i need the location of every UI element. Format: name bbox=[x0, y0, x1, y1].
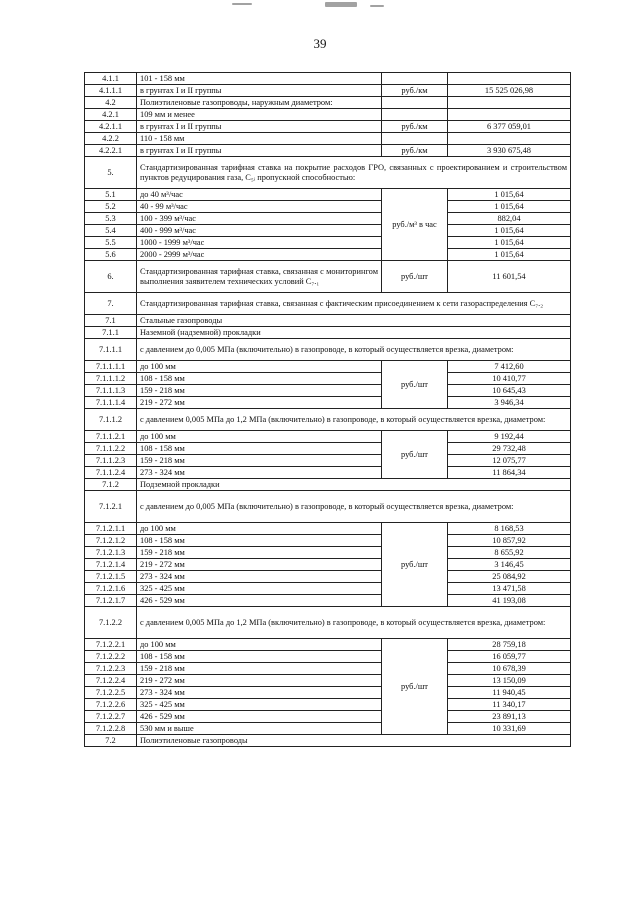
row-description: Стандартизированная тарифная ставка на покрытие расходов ГРО, связанных с проектированием и строительством пунктов редуцирования газа, C₅ᵢ пропускной способностью: bbox=[137, 157, 571, 189]
row-value: 882,04 bbox=[448, 213, 571, 225]
table-row bbox=[85, 431, 571, 443]
table-row bbox=[85, 479, 571, 491]
row-description: 108 - 158 мм bbox=[137, 373, 382, 385]
row-value: 15 525 026,98 bbox=[448, 85, 571, 97]
row-number: 7.1.2.2.3 bbox=[85, 663, 137, 675]
row-value: 3 930 675,48 bbox=[448, 145, 571, 157]
row-description: до 100 мм bbox=[137, 431, 382, 443]
row-number: 7.1.2.1.3 bbox=[85, 547, 137, 559]
row-description: 530 мм и выше bbox=[137, 723, 382, 735]
row-unit: руб./км bbox=[382, 145, 448, 157]
row-unit: руб./км bbox=[382, 85, 448, 97]
row-number: 7.1.2 bbox=[85, 479, 137, 491]
row-number: 5.1 bbox=[85, 189, 137, 201]
table-row bbox=[85, 397, 571, 409]
row-description: 159 - 218 мм bbox=[137, 455, 382, 467]
table-row bbox=[85, 121, 571, 133]
row-description: Полиэтиленовые газопроводы bbox=[137, 735, 571, 747]
row-number: 5. bbox=[85, 157, 137, 189]
row-number: 7.1.2.1.2 bbox=[85, 535, 137, 547]
row-number: 7.1 bbox=[85, 315, 137, 327]
row-description: до 40 м³/час bbox=[137, 189, 382, 201]
row-unit bbox=[382, 109, 448, 121]
table-row bbox=[85, 723, 571, 735]
row-value bbox=[448, 97, 571, 109]
row-description: Наземной (надземной) прокладки bbox=[137, 327, 571, 339]
table-row bbox=[85, 639, 571, 651]
table-row bbox=[85, 535, 571, 547]
row-value: 10 645,43 bbox=[448, 385, 571, 397]
row-value: 12 075,77 bbox=[448, 455, 571, 467]
row-value: 1 015,64 bbox=[448, 189, 571, 201]
row-number: 7.1.1.1.4 bbox=[85, 397, 137, 409]
row-unit bbox=[382, 97, 448, 109]
row-value: 41 193,08 bbox=[448, 595, 571, 607]
scan-noise bbox=[370, 5, 384, 7]
row-unit: руб./шт bbox=[382, 431, 448, 479]
row-value: 11 601,54 bbox=[448, 261, 571, 293]
row-description: с давлением до 0,005 МПа (включительно) в газопроводе, в который осуществляется врезка, диаметром: bbox=[137, 339, 571, 361]
row-number: 5.2 bbox=[85, 201, 137, 213]
table-row bbox=[85, 109, 571, 121]
row-number: 7.1.2.1.4 bbox=[85, 559, 137, 571]
row-description: 100 - 399 м³/час bbox=[137, 213, 382, 225]
row-description: Подземной прокладки bbox=[137, 479, 571, 491]
row-value: 1 015,64 bbox=[448, 201, 571, 213]
scan-noise bbox=[325, 2, 357, 7]
table-row bbox=[85, 607, 571, 639]
row-unit: руб./шт bbox=[382, 639, 448, 735]
row-description: 400 - 999 м³/час bbox=[137, 225, 382, 237]
table-row bbox=[85, 523, 571, 535]
row-description: 110 - 158 мм bbox=[137, 133, 382, 145]
row-description: Стандартизированная тарифная ставка, связанная с фактическим присоединением к сети газораспределения C₇.₂ bbox=[137, 293, 571, 315]
row-description: 108 - 158 мм bbox=[137, 443, 382, 455]
table-row bbox=[85, 261, 571, 293]
row-number: 7.1.2.2.2 bbox=[85, 651, 137, 663]
row-unit: руб./м³ в час bbox=[382, 189, 448, 261]
row-description: 101 - 158 мм bbox=[137, 73, 382, 85]
row-number: 7.1.2.2.7 bbox=[85, 711, 137, 723]
table-row bbox=[85, 145, 571, 157]
row-value: 3 146,45 bbox=[448, 559, 571, 571]
row-number: 4.1.1.1 bbox=[85, 85, 137, 97]
row-description: в грунтах I и II группы bbox=[137, 121, 382, 133]
table-row bbox=[85, 455, 571, 467]
row-number: 7.1.2.2 bbox=[85, 607, 137, 639]
row-number: 7.1.2.2.1 bbox=[85, 639, 137, 651]
row-value: 10 857,92 bbox=[448, 535, 571, 547]
row-description: 273 - 324 мм bbox=[137, 571, 382, 583]
row-number: 7.1.1.1.1 bbox=[85, 361, 137, 373]
row-value: 6 377 059,01 bbox=[448, 121, 571, 133]
row-number: 4.2.1.1 bbox=[85, 121, 137, 133]
table-row bbox=[85, 315, 571, 327]
row-description: 108 - 158 мм bbox=[137, 535, 382, 547]
row-description: 159 - 218 мм bbox=[137, 663, 382, 675]
row-number: 7.1.2.1.6 bbox=[85, 583, 137, 595]
row-description: 159 - 218 мм bbox=[137, 547, 382, 559]
table-row bbox=[85, 699, 571, 711]
table-row bbox=[85, 293, 571, 315]
row-value: 13 471,58 bbox=[448, 583, 571, 595]
row-description: до 100 мм bbox=[137, 523, 382, 535]
row-number: 4.2.1 bbox=[85, 109, 137, 121]
row-description: 159 - 218 мм bbox=[137, 385, 382, 397]
row-unit bbox=[382, 73, 448, 85]
scan-noise bbox=[232, 3, 252, 5]
row-number: 7.2 bbox=[85, 735, 137, 747]
row-description: Полиэтиленовые газопроводы, наружным диаметром: bbox=[137, 97, 382, 109]
row-number: 7.1.1.2.2 bbox=[85, 443, 137, 455]
row-number: 4.2.2 bbox=[85, 133, 137, 145]
row-value: 11 940,45 bbox=[448, 687, 571, 699]
row-description: в грунтах I и II группы bbox=[137, 145, 382, 157]
row-description: 219 - 272 мм bbox=[137, 559, 382, 571]
row-description: 426 - 529 мм bbox=[137, 711, 382, 723]
row-description: 109 мм и менее bbox=[137, 109, 382, 121]
row-description: 325 - 425 мм bbox=[137, 583, 382, 595]
row-value: 10 678,39 bbox=[448, 663, 571, 675]
row-value: 1 015,64 bbox=[448, 237, 571, 249]
row-description: 325 - 425 мм bbox=[137, 699, 382, 711]
table-row bbox=[85, 327, 571, 339]
row-unit: руб./км bbox=[382, 121, 448, 133]
table-row bbox=[85, 189, 571, 201]
table-row bbox=[85, 687, 571, 699]
row-number: 4.2.2.1 bbox=[85, 145, 137, 157]
table-row bbox=[85, 559, 571, 571]
row-description: Стандартизированная тарифная ставка, связанная с мониторингом выполнения заявителем технических условий C₇.₁ bbox=[137, 261, 382, 293]
table-row bbox=[85, 491, 571, 523]
row-number: 7.1.1.2.3 bbox=[85, 455, 137, 467]
row-value: 10 410,77 bbox=[448, 373, 571, 385]
row-description: 1000 - 1999 м³/час bbox=[137, 237, 382, 249]
row-value: 1 015,64 bbox=[448, 225, 571, 237]
row-number: 7.1.1 bbox=[85, 327, 137, 339]
table-row bbox=[85, 571, 571, 583]
row-number: 4.2 bbox=[85, 97, 137, 109]
row-description: 108 - 158 мм bbox=[137, 651, 382, 663]
row-description: с давлением до 0,005 МПа (включительно) в газопроводе, в который осуществляется врезка, диаметром: bbox=[137, 491, 571, 523]
table-row bbox=[85, 385, 571, 397]
row-unit: руб./шт bbox=[382, 261, 448, 293]
row-description: до 100 мм bbox=[137, 639, 382, 651]
row-number: 5.6 bbox=[85, 249, 137, 261]
row-description: Стальные газопроводы bbox=[137, 315, 571, 327]
table-row bbox=[85, 595, 571, 607]
row-value: 7 412,60 bbox=[448, 361, 571, 373]
row-number: 7.1.1.1 bbox=[85, 339, 137, 361]
row-number: 7.1.2.2.8 bbox=[85, 723, 137, 735]
table-row bbox=[85, 467, 571, 479]
table-row bbox=[85, 663, 571, 675]
row-value: 23 891,13 bbox=[448, 711, 571, 723]
table-row bbox=[85, 583, 571, 595]
row-value: 11 340,17 bbox=[448, 699, 571, 711]
row-number: 7.1.1.1.3 bbox=[85, 385, 137, 397]
row-number: 4.1.1 bbox=[85, 73, 137, 85]
row-number: 7.1.2.1 bbox=[85, 491, 137, 523]
row-number: 7. bbox=[85, 293, 137, 315]
page-number: 39 bbox=[313, 36, 327, 51]
row-value: 16 059,77 bbox=[448, 651, 571, 663]
row-value: 8 168,53 bbox=[448, 523, 571, 535]
table-row bbox=[85, 85, 571, 97]
tariff-table bbox=[84, 72, 571, 747]
table-row bbox=[85, 711, 571, 723]
row-description: 219 - 272 мм bbox=[137, 397, 382, 409]
row-value: 1 015,64 bbox=[448, 249, 571, 261]
table-row bbox=[85, 225, 571, 237]
row-unit: руб./шт bbox=[382, 523, 448, 607]
row-value: 13 150,09 bbox=[448, 675, 571, 687]
row-value: 11 864,34 bbox=[448, 467, 571, 479]
table-row bbox=[85, 675, 571, 687]
table-row bbox=[85, 547, 571, 559]
row-number: 7.1.2.1.5 bbox=[85, 571, 137, 583]
table-row bbox=[85, 97, 571, 109]
row-value: 29 732,48 bbox=[448, 443, 571, 455]
row-value: 10 331,69 bbox=[448, 723, 571, 735]
row-number: 7.1.1.2.1 bbox=[85, 431, 137, 443]
table-row bbox=[85, 361, 571, 373]
row-description: в грунтах I и II группы bbox=[137, 85, 382, 97]
row-value: 28 759,18 bbox=[448, 639, 571, 651]
row-description: 273 - 324 мм bbox=[137, 467, 382, 479]
row-description: 219 - 272 мм bbox=[137, 675, 382, 687]
row-number: 7.1.2.2.4 bbox=[85, 675, 137, 687]
table-row bbox=[85, 73, 571, 85]
row-value: 25 084,92 bbox=[448, 571, 571, 583]
table-row bbox=[85, 339, 571, 361]
row-value bbox=[448, 73, 571, 85]
row-number: 7.1.2.2.5 bbox=[85, 687, 137, 699]
row-number: 7.1.1.2 bbox=[85, 409, 137, 431]
table-row bbox=[85, 249, 571, 261]
row-description: с давлением 0,005 МПа до 1,2 МПа (включительно) в газопроводе, в который осуществляется врезка, диаметром: bbox=[137, 607, 571, 639]
row-description: 2000 - 2999 м³/час bbox=[137, 249, 382, 261]
table-row bbox=[85, 373, 571, 385]
row-number: 7.1.1.1.2 bbox=[85, 373, 137, 385]
row-description: с давлением 0,005 МПа до 1,2 МПа (включительно) в газопроводе, в который осуществляется врезка, диаметром: bbox=[137, 409, 571, 431]
row-unit bbox=[382, 133, 448, 145]
row-description: до 100 мм bbox=[137, 361, 382, 373]
row-description: 426 - 529 мм bbox=[137, 595, 382, 607]
row-description: 40 - 99 м³/час bbox=[137, 201, 382, 213]
row-number: 7.1.1.2.4 bbox=[85, 467, 137, 479]
row-number: 7.1.2.1.7 bbox=[85, 595, 137, 607]
table-row bbox=[85, 201, 571, 213]
table-row bbox=[85, 157, 571, 189]
table-row bbox=[85, 213, 571, 225]
table-row bbox=[85, 735, 571, 747]
table-row bbox=[85, 237, 571, 249]
row-value: 8 655,92 bbox=[448, 547, 571, 559]
table-row bbox=[85, 443, 571, 455]
row-number: 5.5 bbox=[85, 237, 137, 249]
row-unit: руб./шт bbox=[382, 361, 448, 409]
row-number: 7.1.2.2.6 bbox=[85, 699, 137, 711]
row-value bbox=[448, 109, 571, 121]
row-number: 5.4 bbox=[85, 225, 137, 237]
row-number: 5.3 bbox=[85, 213, 137, 225]
row-value bbox=[448, 133, 571, 145]
row-number: 7.1.2.1.1 bbox=[85, 523, 137, 535]
row-number: 6. bbox=[85, 261, 137, 293]
table-row bbox=[85, 409, 571, 431]
table-row bbox=[85, 651, 571, 663]
row-value: 3 946,34 bbox=[448, 397, 571, 409]
table-row bbox=[85, 133, 571, 145]
row-description: 273 - 324 мм bbox=[137, 687, 382, 699]
row-value: 9 192,44 bbox=[448, 431, 571, 443]
